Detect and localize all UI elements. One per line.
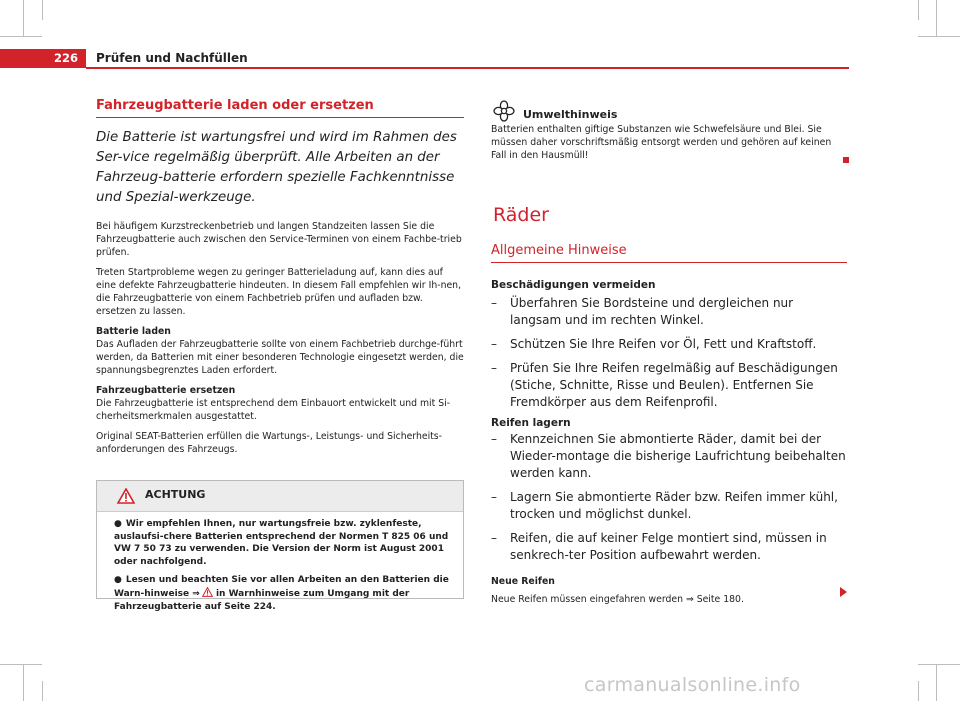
warning-box xyxy=(96,480,464,612)
paragraph: Original SEAT-Batterien erfüllen die Wartungs-, Leistungs- und Sicherheits-anforderungen des Fahrzeugs. xyxy=(96,431,443,455)
crop-mark xyxy=(42,0,43,20)
paragraph: Das Aufladen der Fahrzeugbatterie sollte von einem Fachbetrieb durchge-führt werden, da Batterien mit einer besonderen Technologie eingesetzt werden, die spannungsbegrenztes Laden erfordert. xyxy=(96,339,464,376)
section-title: Fahrzeugbatterie laden oder ersetzen xyxy=(96,98,464,118)
crop-mark xyxy=(23,0,24,36)
warning-triangle-icon xyxy=(200,589,213,599)
crop-mark xyxy=(42,681,43,701)
page-header-title: Prüfen und Nachfüllen xyxy=(96,51,248,65)
paragraph: Neue Reifen müssen eingefahren werden ⇒ Seite 180. xyxy=(491,594,744,605)
continue-arrow-icon xyxy=(840,587,847,597)
environment-note-text: Batterien enthalten giftige Substanzen wie Schwefelsäure und Blei. Sie müssen daher vorschriftsmäßig entsorgt werden und gehören auf keinen Fall in den Hausmüll! xyxy=(491,124,832,161)
crop-mark xyxy=(0,664,42,665)
crop-mark xyxy=(936,664,937,701)
page-number: 226 xyxy=(0,49,86,68)
crop-mark xyxy=(918,0,919,20)
left-column xyxy=(96,98,464,463)
list-item: – Überfahren Sie Bordsteine und dergleichen nur langsam und im rechten Winkel. xyxy=(491,296,794,327)
crop-mark xyxy=(918,36,960,37)
watermark: carmanualsonline.info xyxy=(584,674,801,696)
crop-mark xyxy=(918,664,960,665)
warning-item: ● Lesen und beachten Sie vor allen Arbeiten an den Batterien die Warn-hinweise ⇒ in Warnhinweise zum Umgang mit der Fahrzeugbatterie auf Seite 224. xyxy=(114,575,449,612)
subheading-charge: Batterie laden xyxy=(96,326,171,337)
paragraph: Bei häufigem Kurzstreckenbetrieb und langen Standzeiten lassen Sie die Fahrzeugbatterie auch zwischen den Service-Terminen von einem Fachbe-trieb prüfen. xyxy=(96,221,462,258)
crop-mark xyxy=(0,36,42,37)
list-item: – Reifen, die auf keiner Felge montiert sind, müssen in senkrech-ter Position aufbewahrt werden. xyxy=(491,531,827,562)
subheading-damage: Beschädigungen vermeiden xyxy=(491,279,656,291)
paragraph: Treten Startprobleme wegen zu geringer Batterieladung auf, kann dies auf eine defekte Fahrzeugbatterie hindeuten. In diesem Fall empfehlen wir Ih-nen, die Fahrzeugbatterie von einem Fachbetrieb prüfen und aufladen bzw. ersetzen zu lassen. xyxy=(96,267,462,317)
crop-mark xyxy=(936,0,937,36)
list-item: – Schützen Sie Ihre Reifen vor Öl, Fett und Kraftstoff. xyxy=(491,337,817,351)
warning-header xyxy=(97,481,463,512)
chapter-title: Räder xyxy=(493,204,549,226)
paragraph: Die Fahrzeugbatterie ist entsprechend dem Einbauort entwickelt und mit Si-cherheitsmerkmalen ausgestattet. xyxy=(96,398,451,422)
section-title: Allgemeine Hinweise xyxy=(491,243,847,263)
list-item: – Kennzeichnen Sie abmontierte Räder, damit bei der Wieder-montage die bisherige Laufrichtung beibehalten werden kann. xyxy=(491,432,846,480)
header-rule xyxy=(86,67,849,69)
environment-note-title: Umwelthinweis xyxy=(523,108,618,121)
intro-text: Die Batterie ist wartungsfrei und wird im Rahmen des Ser-vice regelmäßig überprüft. Alle Arbeiten an der Fahrzeug-batterie erfordern spezielle Fachkenntnisse und Spezial-werkzeuge. xyxy=(96,130,457,205)
warning-item: ● Wir empfehlen Ihnen, nur wartungsfreie bzw. zyklenfeste, auslaufsi-chere Batterien entsprechend der Normen T 825 06 und VW 7 50 73 zu verwenden. Die Version der Norm ist August 2001 oder nachfolgend. xyxy=(114,519,449,567)
subheading-store: Reifen lagern xyxy=(491,417,571,429)
warning-triangle-icon xyxy=(117,488,135,508)
subheading-replace: Fahrzeugbatterie ersetzen xyxy=(96,385,236,396)
crop-mark xyxy=(23,664,24,701)
warning-label: ACHTUNG xyxy=(145,488,206,501)
subheading-new-tires: Neue Reifen xyxy=(491,576,555,587)
list-item: – Lagern Sie abmontierte Räder bzw. Reifen immer kühl, trocken und möglichst dunkel. xyxy=(491,490,838,521)
end-of-section-marker xyxy=(843,157,849,163)
crop-mark xyxy=(918,681,919,701)
environment-note-header xyxy=(491,98,847,120)
right-column xyxy=(491,98,847,605)
flower-icon xyxy=(493,100,515,126)
list-item: – Prüfen Sie Ihre Reifen regelmäßig auf Beschädigungen (Stiche, Schnitte, Risse und Beulen). Entfernen Sie Fremdkörper aus dem Reifenprofil. xyxy=(491,361,838,409)
